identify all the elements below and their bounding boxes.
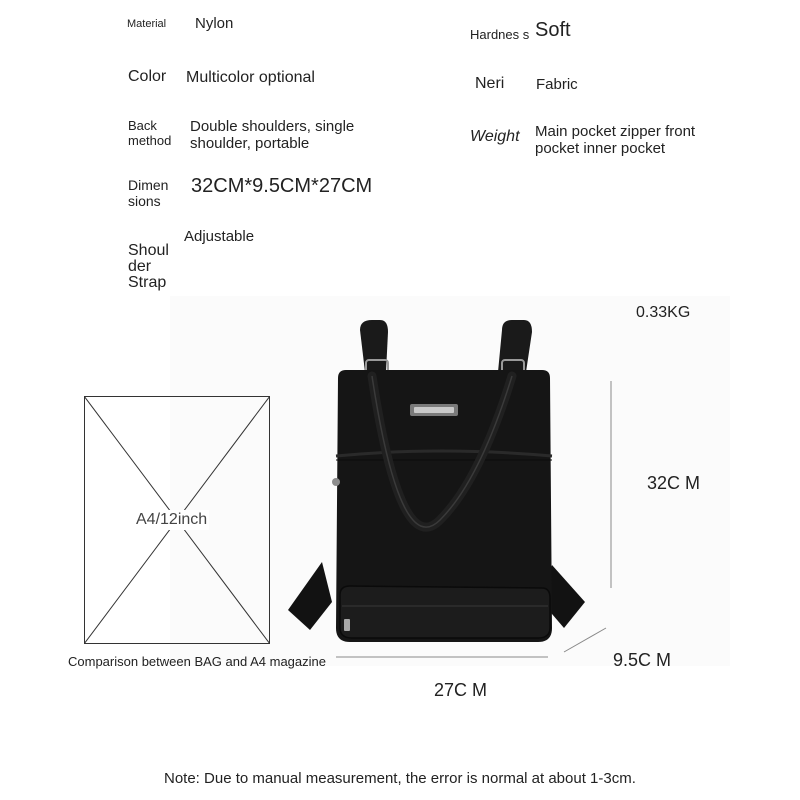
comparison-caption: Comparison between BAG and A4 magazine [68,654,326,669]
color-label: Color [128,68,167,85]
back-method-value: Double shoulders, single shoulder, portable [190,118,355,153]
weight-label: Weight [470,128,520,145]
depth-label: 9.5C M [613,650,672,670]
material-value: Nylon [195,15,234,32]
shoulder-strap-value: Adjustable [184,228,255,245]
color-value: Multicolor optional [186,69,315,86]
weight-value: Main pocket zipper front pocket inner pocket [535,123,696,158]
dimensions-value: 32CM*9.5CM*27CM [191,175,373,197]
neri-label: Neri [475,75,505,92]
height-label: 32C M [647,473,701,493]
a4-comparison-box [84,396,270,644]
width-label: 27C M [434,680,488,700]
back-method-label: Back method [128,118,172,148]
weight-reading: 0.33KG [636,304,691,321]
backpack-image [280,310,610,650]
shoulder-strap-label: Shoul der Strap [128,242,169,291]
neri-value: Fabric [536,76,578,93]
hardness-label: Hardnes s [470,27,530,42]
dimensions-label: Dimen sions [128,177,169,210]
measurement-note: Note: Due to manual measurement, the error is normal at about 1-3cm. [164,770,636,787]
a4-label: A4/12inch [136,511,208,528]
hardness-value: Soft [535,19,571,41]
material-label: Material [127,18,167,30]
